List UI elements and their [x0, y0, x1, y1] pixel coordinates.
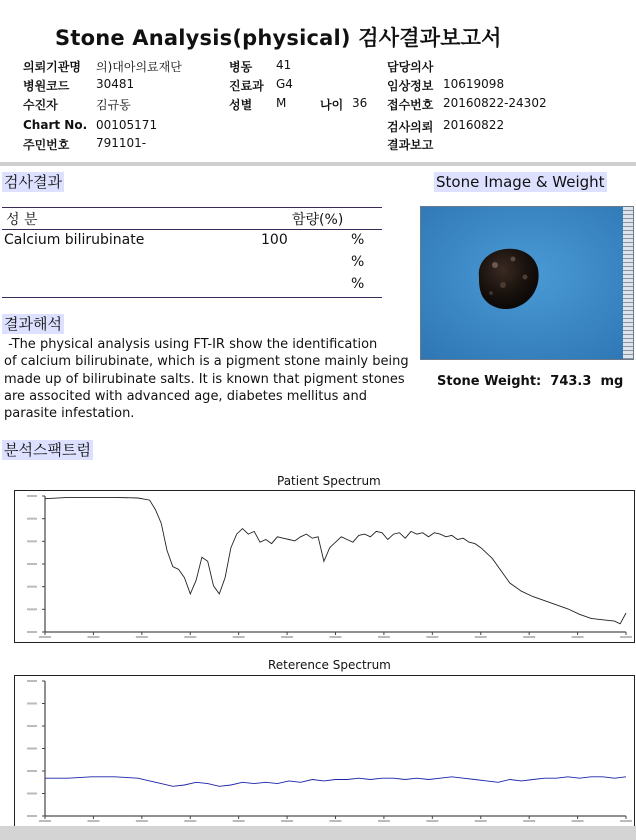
x-tick-label — [475, 636, 487, 638]
header-value: M — [276, 96, 287, 110]
results-heading: 검사결과 — [4, 173, 62, 191]
header-label: 진료과 — [229, 79, 264, 93]
y-tick-label — [27, 586, 37, 588]
header-label: 주민번호 — [23, 138, 70, 152]
patient-spectrum-svg — [15, 491, 634, 642]
x-tick-label — [184, 636, 196, 638]
col-component-header: 성 분 — [6, 212, 38, 228]
unit-cell: % — [351, 276, 365, 292]
x-tick-label — [378, 636, 390, 638]
interpretation-line: -The physical analysis using FT-IR show the identification — [4, 337, 378, 352]
x-tick-label — [426, 636, 438, 638]
patient-spectrum-chart — [14, 490, 635, 643]
table-top-rule — [2, 207, 382, 208]
header-value: 791101- — [96, 136, 147, 150]
header-label: 접수번호 — [387, 98, 434, 112]
x-tick-label — [136, 820, 148, 822]
age-label: 나이 — [320, 98, 344, 112]
report-title: Stone Analysis(physical) 검사결과보고서 — [55, 26, 502, 50]
y-tick-label — [27, 518, 37, 520]
interpretation-line: are associted with advanced age, diabetes mellitus and — [4, 388, 367, 404]
y-tick-label — [27, 748, 37, 750]
col-amount-header: 함량(%) — [292, 212, 344, 228]
header-value: 41 — [276, 58, 292, 72]
x-tick-label — [136, 636, 148, 638]
y-tick-label — [27, 725, 37, 727]
x-tick-label — [475, 820, 487, 822]
page-bottom-edge — [0, 826, 636, 840]
x-tick-label — [281, 636, 293, 638]
weight-value: 743.3 — [550, 374, 592, 389]
x-tick-label — [87, 820, 99, 822]
header-label: 검사의뢰 — [387, 120, 434, 134]
table-bottom-rule — [2, 297, 382, 298]
stone-photo — [420, 206, 634, 360]
header-label: 병동 — [229, 60, 253, 74]
x-tick-label — [330, 820, 342, 822]
header-label: 성별 — [229, 98, 253, 112]
table-header-rule — [2, 229, 382, 230]
interpretation-line: parasite infestation. — [4, 406, 135, 422]
y-tick-label — [27, 770, 37, 772]
x-tick-label — [233, 820, 245, 822]
unit-cell: % — [351, 232, 365, 248]
x-tick-label — [39, 820, 51, 822]
x-tick-label — [233, 636, 245, 638]
stone-heading: Stone Image & Weight — [436, 173, 605, 191]
header-label: 임상정보 — [387, 79, 434, 93]
x-tick-label — [378, 820, 390, 822]
unit-cell: % — [351, 254, 365, 270]
x-tick-label — [523, 820, 535, 822]
interpretation-heading: 결과해석 — [4, 315, 62, 333]
reference-spectrum-svg — [15, 676, 634, 826]
y-tick-label — [27, 608, 37, 610]
header-label: 병원코드 — [23, 79, 70, 93]
y-tick-label — [27, 815, 37, 817]
amount-cell: 100 — [261, 232, 288, 248]
weight-label: Stone Weight: — [437, 374, 542, 389]
y-tick-label — [27, 540, 37, 542]
interpretation-text — [4, 336, 414, 422]
x-tick-label — [572, 820, 584, 822]
age-value: 36 — [352, 96, 368, 110]
header-label: 담당의사 — [387, 60, 434, 74]
header-divider — [0, 162, 636, 166]
x-tick-label — [426, 820, 438, 822]
header-value: 10619098 — [443, 77, 505, 91]
spectrum-line — [45, 777, 626, 787]
x-tick-label — [620, 636, 632, 638]
x-tick-label — [572, 636, 584, 638]
header-label: Chart No. — [23, 118, 88, 132]
x-tick-label — [330, 636, 342, 638]
y-tick-label — [27, 703, 37, 705]
y-tick-label — [27, 680, 37, 682]
spectrum-heading: 분석스팩트럼 — [4, 441, 91, 459]
weight-unit: mg — [600, 374, 624, 389]
component-cell: Calcium bilirubinate — [4, 232, 145, 248]
y-tick-label — [27, 793, 37, 795]
ruler-strip — [623, 207, 633, 359]
header-value: 20160822 — [443, 118, 505, 132]
interpretation-line: made up of bilirubinate salts. It is known that pigment stones — [4, 371, 405, 387]
header-value: 30481 — [96, 77, 135, 91]
y-tick-label — [27, 631, 37, 633]
reference-spectrum-chart — [14, 675, 635, 827]
header-label: 의뢰기관명 — [23, 60, 81, 74]
y-tick-label — [27, 495, 37, 497]
x-tick-label — [281, 820, 293, 822]
spectrum-line — [45, 497, 626, 623]
header-value: 의)대아의료재단 — [96, 60, 182, 74]
header-value: 20160822-24302 — [443, 96, 547, 110]
header-value: G4 — [276, 77, 293, 91]
x-tick-label — [87, 636, 99, 638]
reference-chart-title: Reterence Spectrum — [268, 658, 391, 672]
stone-weight — [437, 374, 623, 389]
interpretation-line: of calcium bilirubinate, which is a pigment stone mainly being — [4, 354, 409, 370]
header-label: 수진자 — [23, 98, 58, 112]
x-tick-label — [184, 820, 196, 822]
x-tick-label — [620, 820, 632, 822]
x-tick-label — [39, 636, 51, 638]
header-label: 결과보고 — [387, 138, 434, 152]
y-tick-label — [27, 563, 37, 565]
header-value: 김규동 — [96, 98, 131, 112]
patient-chart-title: Patient Spectrum — [277, 474, 381, 488]
header-value: 00105171 — [96, 118, 158, 132]
x-tick-label — [523, 636, 535, 638]
